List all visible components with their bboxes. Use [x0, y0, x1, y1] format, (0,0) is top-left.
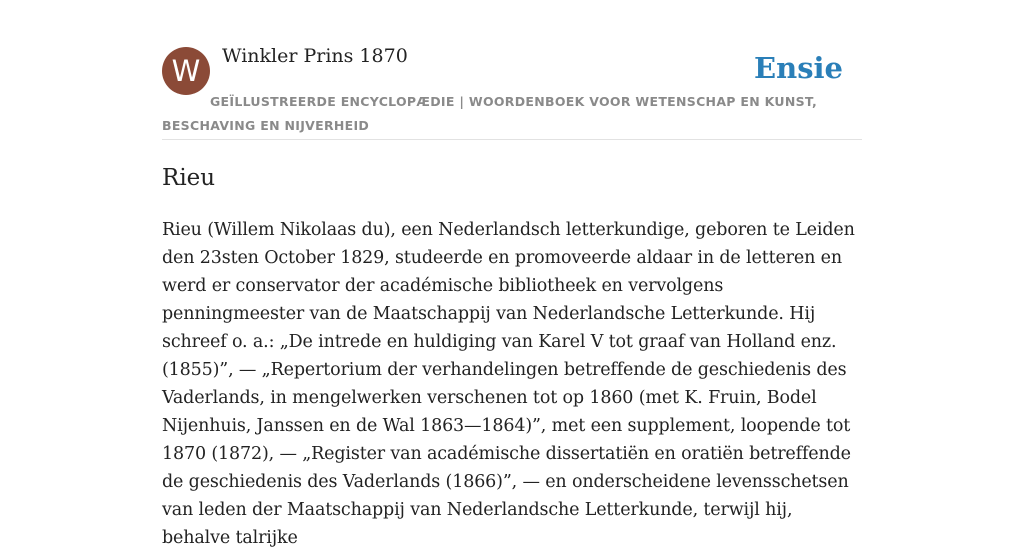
page: [162, 0, 862, 548]
source-header: [162, 0, 862, 140]
source-subtitle: GEÏLLUSTREERDE ENCYCLOPÆDIE | WOORDENBOEK VOOR WETENSCHAP EN KUNST, BESCHAVING EN NIJVERHEID: [162, 94, 818, 133]
entry-title: Rieu: [162, 165, 216, 191]
ensie-logo-link[interactable]: Ensie: [754, 51, 843, 85]
source-title[interactable]: Winkler Prins 1870: [222, 45, 408, 67]
source-avatar[interactable]: W: [162, 47, 210, 95]
entry-body: Rieu (Willem Nikolaas du), een Nederlandsch letterkundige, geboren te Leiden den 23sten October 1829, studeerde en promoveerde aldaar in de letteren en werd er conservator der académische bibliotheek en vervolgens penningmeester van de Maatschappij van Nederlandsche Letterkunde. Hij schreef o. a.: „De intrede en huldiging van Karel V tot graaf van Holland enz. (1855)”, — „Repertorium der verhandelingen betreffende de geschiedenis des Vaderlands, in mengelwerken verschenen tot op 1860 (met K. Fruin, Bodel Nijenhuis, Janssen en de Wal 1863—1864)”, met een supplement, loopende tot 1870 (1872), — „Register van académische dissertatiën en oratiën betreffende de geschiedenis des Vaderlands (1866)”, — en onderscheidene levensschetsen van leden der Maatschappij van Nederlandsche Letterkunde, terwijl hij, behalve talrijke: [162, 220, 855, 548]
